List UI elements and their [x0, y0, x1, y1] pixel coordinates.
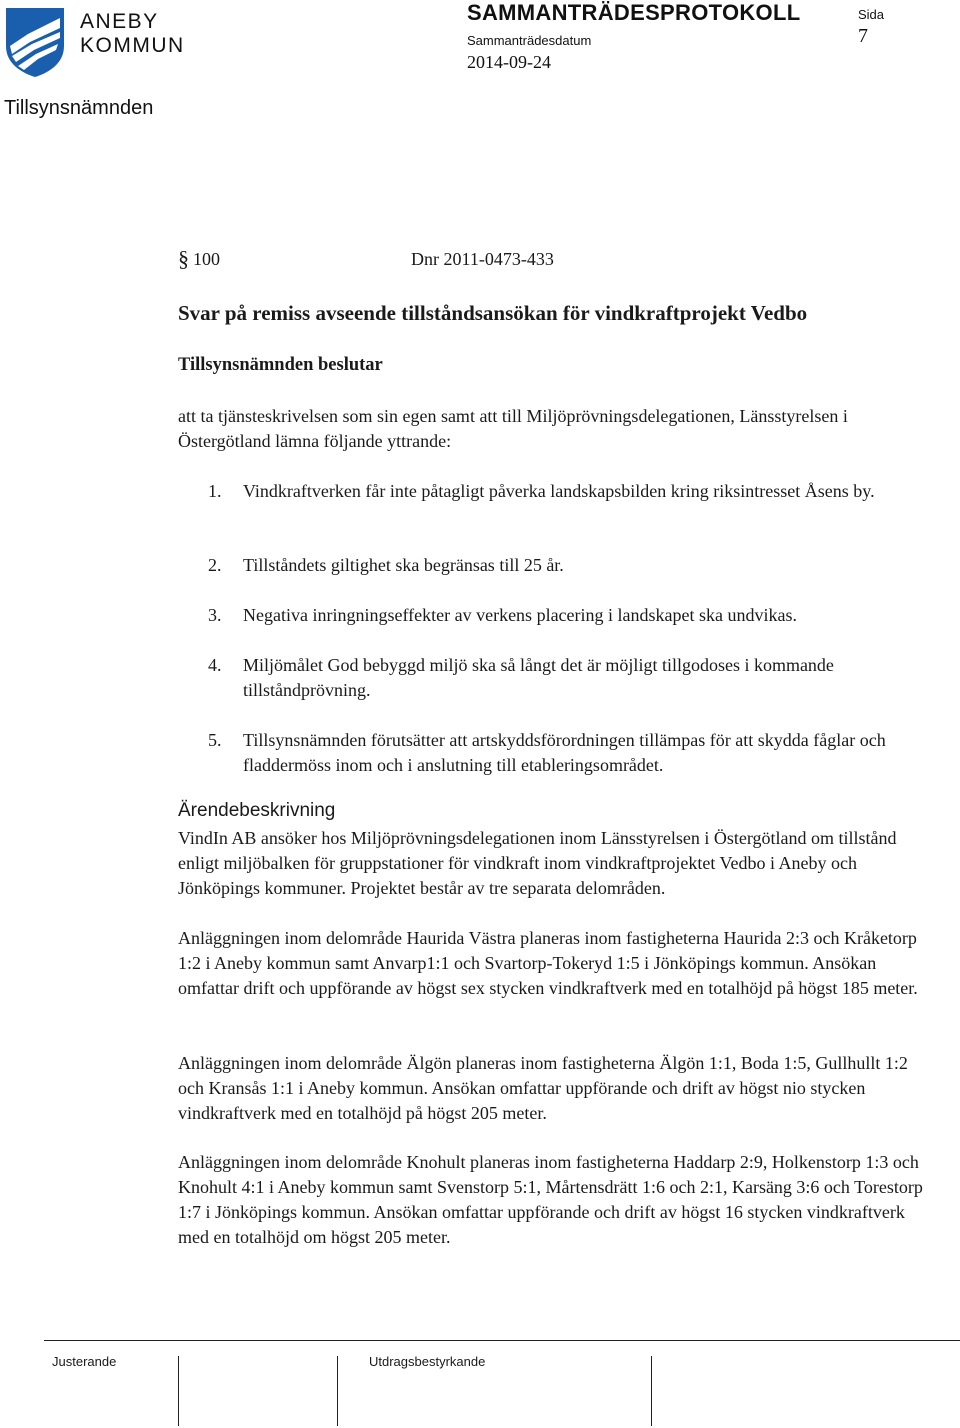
decision-point [178, 553, 923, 578]
decision-heading: Tillsynsnämnden beslutar [178, 355, 383, 375]
decision-point-number: 4. [208, 655, 222, 675]
section-mark: § [178, 246, 189, 271]
paragraph-number: 100 [193, 249, 220, 269]
decision-point [178, 653, 923, 703]
decision-point-number: 3. [208, 605, 222, 625]
case-paragraph: Anläggningen inom delområde Älgön planeras inom fastigheterna Älgön 1:1, Boda 1:5, Gullhullt 1:2 och Kransås 1:1 i Aneby kommun. Ansökan omfattar uppförande och drift av högst nio stycken vindkraftverk med en totalhöjd på högst 205 meter. [178, 1053, 908, 1123]
decision-point-text: Vindkraftverken får inte påtagligt påverka landskapsbilden kring riksintresset Åsens by. [243, 481, 875, 501]
decision-point-number: 1. [208, 481, 222, 501]
case-paragraph: VindIn AB ansöker hos Miljöprövningsdelegationen inom Länsstyrelsen i Östergötland om tillstånd enligt miljöbalken för gruppstationer för vindkraft inom vindkraftprojektet Vedbo i Aneby och Jönköpings kommuner. Projektet består av tre separata delområden. [178, 828, 897, 898]
case-paragraph: Anläggningen inom delområde Haurida Västra planeras inom fastigheterna Haurida 2:3 och Kråketorp 1:2 i Aneby kommun samt Anvarp1:1 och Svartorp-Tokeryd 1:5 i Jönköpings kommun. Ansökan omfattar drift och uppförande av högst sex stycken vindkraftverk med en totalhöjd på högst 185 meter. [178, 928, 918, 998]
case-number: Dnr 2011-0473-433 [411, 249, 554, 269]
municipality-logo [4, 6, 66, 78]
date-label: Sammanträdesdatum [467, 33, 592, 48]
logo-line-1: ANEBY [80, 10, 159, 33]
decision-point-text: Tillsynsnämnden förutsätter att artskyddsförordningen tillämpas för att skydda fåglar och fladdermöss inom och i anslutning till etableringsområdet. [243, 730, 886, 775]
page-label: Sida [858, 7, 885, 22]
case-description-heading: Ärendebeskrivning [178, 800, 336, 821]
footer-label-justerande: Justerande [52, 1354, 117, 1369]
organization-name: Tillsynsnämnden [4, 97, 154, 119]
page-number: 7 [858, 25, 868, 47]
decision-point [178, 479, 923, 529]
footer-label-utdragsbestyrkande: Utdragsbestyrkande [369, 1354, 486, 1369]
logo-wordmark [80, 10, 185, 58]
decision-point-text: Negativa inringningseffekter av verkens placering i landskapet ska undvikas. [243, 605, 797, 625]
item-title: Svar på remiss avseende tillståndsansökan för vindkraftprojekt Vedbo [178, 301, 808, 325]
signature-box-divider [178, 1356, 179, 1426]
decision-intro: att ta tjänsteskrivelsen som sin egen samt att till Miljöprövningsdelegationen, Länsstyrelsen i Östergötland lämna följande yttrande: [178, 406, 848, 451]
decision-point-text: Miljömålet God bebyggd miljö ska så långt det är möjligt tillgodoses i kommande tillståndprövning. [243, 655, 834, 700]
document-title: SAMMANTRÄDESPROTOKOLL [467, 0, 801, 25]
shield-logo-icon [4, 6, 66, 78]
decision-point-text: Tillståndets giltighet ska begränsas till 25 år. [243, 555, 564, 575]
case-paragraph: Anläggningen inom delområde Knohult planeras inom fastigheterna Haddarp 2:9, Holkenstorp 1:3 och Knohult 4:1 i Aneby kommun samt Svenstorp 5:1, Mårtensdrätt 1:6 och 2:1, Karsäng 3:6 och Torestorp 1:7 i Jönköpings kommun. Ansökan omfattar uppförande och drift av högst 16 stycken vindkraftverk med en totalhöjd om högst 205 meter. [178, 1152, 923, 1247]
decision-point [178, 728, 923, 778]
signature-box-divider [337, 1356, 338, 1426]
logo-line-2: KOMMUN [80, 34, 185, 57]
decision-point [178, 603, 923, 628]
signature-box-divider [651, 1356, 652, 1426]
decision-point-number: 5. [208, 730, 222, 750]
decision-point-number: 2. [208, 555, 222, 575]
date-value: 2014-09-24 [467, 52, 551, 72]
footer-divider [44, 1340, 960, 1341]
